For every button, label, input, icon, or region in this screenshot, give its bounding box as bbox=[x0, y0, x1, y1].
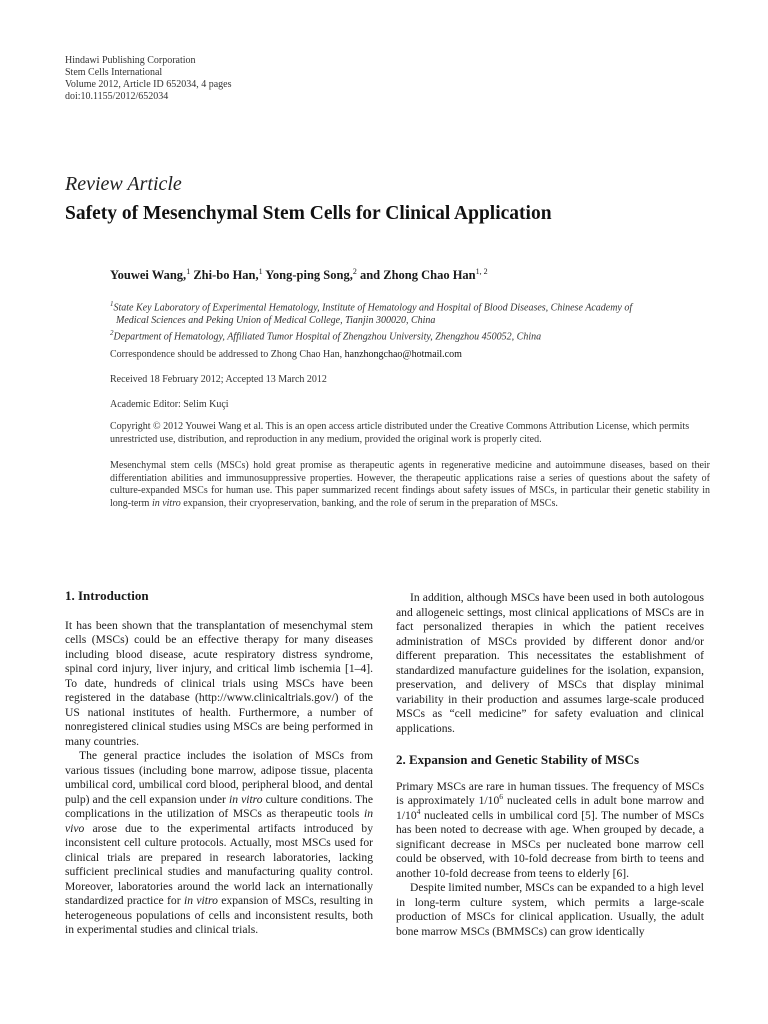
abstract: Mesenchymal stem cells (MSCs) hold great promise as therapeutic agents in regenerative medicine and autoimmune diseases, based on their differentiation abilities and immunosuppressive properties. However, the therapeutic applications raise a series of questions about the safety of culture-expanded MSCs for human use. This paper summarized recent findings about safety issues of MSCs, in particular their genetic stability in long-term in vitro expansion, their cryopreservation, banking, and the role of serum in the preparation of MSCs. bbox=[110, 460, 710, 509]
author-name: and Zhong Chao Han bbox=[356, 268, 476, 283]
author-name: Yong-ping Song, bbox=[262, 268, 353, 283]
copyright-notice: Copyright © 2012 Youwei Wang et al. This is an open access article distributed under the Creative Commons Attribution License, which permits unrestricted use, distribution, and reproduction in any medium, provided the original work is properly cited. bbox=[110, 421, 690, 445]
affiliations bbox=[110, 298, 710, 344]
section-heading-introduction: 1. Introduction bbox=[65, 588, 149, 603]
received-dates: Received 18 February 2012; Accepted 13 March 2012 bbox=[110, 374, 327, 385]
author-affil-sup: 1 bbox=[186, 267, 191, 276]
intro-paragraph-2: The general practice includes the isolation of MSCs from various tissues (including bone marrow, adipose tissue, placenta umbilical cord, umbilical cord blood, peripheral blood, and dental pulp) and the cell expansion under in vitro culture conditions. The complications in the utilization of MSCs as therapeutic tools in vivo arose due to the experimental artifacts introduced by inconsistent cell culture protocols. Actually, most MSCs used for clinical trials are prepared in research laboratories, lacking sufficient preclinical studies and manufacturing quality control. Moreover, laboratories around the world lack an internationally standardized practice for in vitro expansion of MSCs, resulting in heterogeneous populations of cells and inconsistent results, both in experimental studies and clinical trials. bbox=[65, 749, 374, 936]
author-affil-sup: 1, 2 bbox=[475, 267, 488, 276]
author-affil-sup: 1 bbox=[258, 267, 263, 276]
intro-paragraph-1: It has been shown that the transplantation of mesenchymal stem cells (MSCs) could be an effective therapy for many diseases including blood disease, acute respiratory distress syndrome, spinal cord injury, liver injury, and critical limb ischemia [1–4]. To date, hundreds of clinical trials using MSCs have been registered in the database (http://www.clinicaltrials.gov/) of the US national institutes of health. Furthermore, a number of nonregistered clinical studies using MSCs are being performed in many countries. bbox=[65, 618, 373, 748]
expansion-paragraph-2: Despite limited number, MSCs can be expanded to a high level in long-term culture system, which permits a large-scale production of MSCs for clinical application. Usually, the adult bone marrow MSCs (BMMSCs) can grow identically bbox=[396, 881, 704, 938]
journal-header bbox=[65, 55, 231, 103]
expansion-paragraph-1: Primary MSCs are rare in human tissues. The frequency of MSCs is approximately $1/10^6$ nucleated cells in adult bone marrow and $1/10^4$ nucleated cells in umbilical cord [5]. The number of MSCs has been noted to decrease with age. When grouped by decade, a significant decrease in MSCs per nucleated bone marrow cell could be observed, with 10-fold decrease from birth to teens and another 10-fold decrease from teens to elderly [6]. bbox=[396, 779, 705, 880]
publisher-name: Hindawi Publishing Corporation bbox=[65, 55, 196, 66]
academic-editor: Academic Editor: Selim Kuçi bbox=[110, 399, 229, 410]
author-name: Zhi-bo Han, bbox=[190, 268, 259, 283]
right-column bbox=[396, 591, 704, 939]
intro-paragraph-3: In addition, although MSCs have been used in both autologous and allogeneic settings, most clinical applications of MSCs are in fact personalized therapies in which the patient receives administration of MSCs provided by different donor and/or different preparation. This necessitates the establishment of standardized manufacture guidelines for the isolation, expansion, preservation, and delivery of MSCs that display minimal variability in their production and assumes large-scale produced MSCs as “cell medicine” for safety evaluation and clinical applications. bbox=[396, 591, 704, 735]
correspondence-email-link[interactable]: hanzhongchao@hotmail.com bbox=[344, 349, 462, 360]
affiliation-1-cont: Medical Sciences and Peking Union of Medical College, Tianjin 300020, China bbox=[116, 314, 436, 326]
author-list bbox=[110, 267, 488, 283]
paper-title: Safety of Mesenchymal Stem Cells for Clinical Application bbox=[65, 203, 552, 224]
left-column bbox=[65, 589, 373, 938]
affiliation-2: $^2$Department of Hematology, Affiliated Tumor Hospital of Zhengzhou University, Zhengzhou 450052, China bbox=[110, 329, 542, 343]
author-affil-sup: 2 bbox=[352, 267, 357, 276]
section-heading-expansion: 2. Expansion and Genetic Stability of MSCs bbox=[396, 752, 640, 767]
volume-info: Volume 2012, Article ID 652034, 4 pages bbox=[65, 79, 232, 90]
doi: doi:10.1155/2012/652034 bbox=[65, 91, 169, 102]
author-name: Youwei Wang, bbox=[110, 268, 187, 283]
journal-name: Stem Cells International bbox=[65, 67, 163, 78]
correspondence: Correspondence should be addressed to Zhong Chao Han, hanzhongchao@hotmail.com bbox=[110, 349, 462, 360]
affiliation-1: $^1$State Key Laboratory of Experimental Hematology, Institute of Hematology and Hospital of Blood Diseases, Chinese Academy of bbox=[110, 300, 633, 314]
article-type: Review Article bbox=[65, 173, 182, 195]
